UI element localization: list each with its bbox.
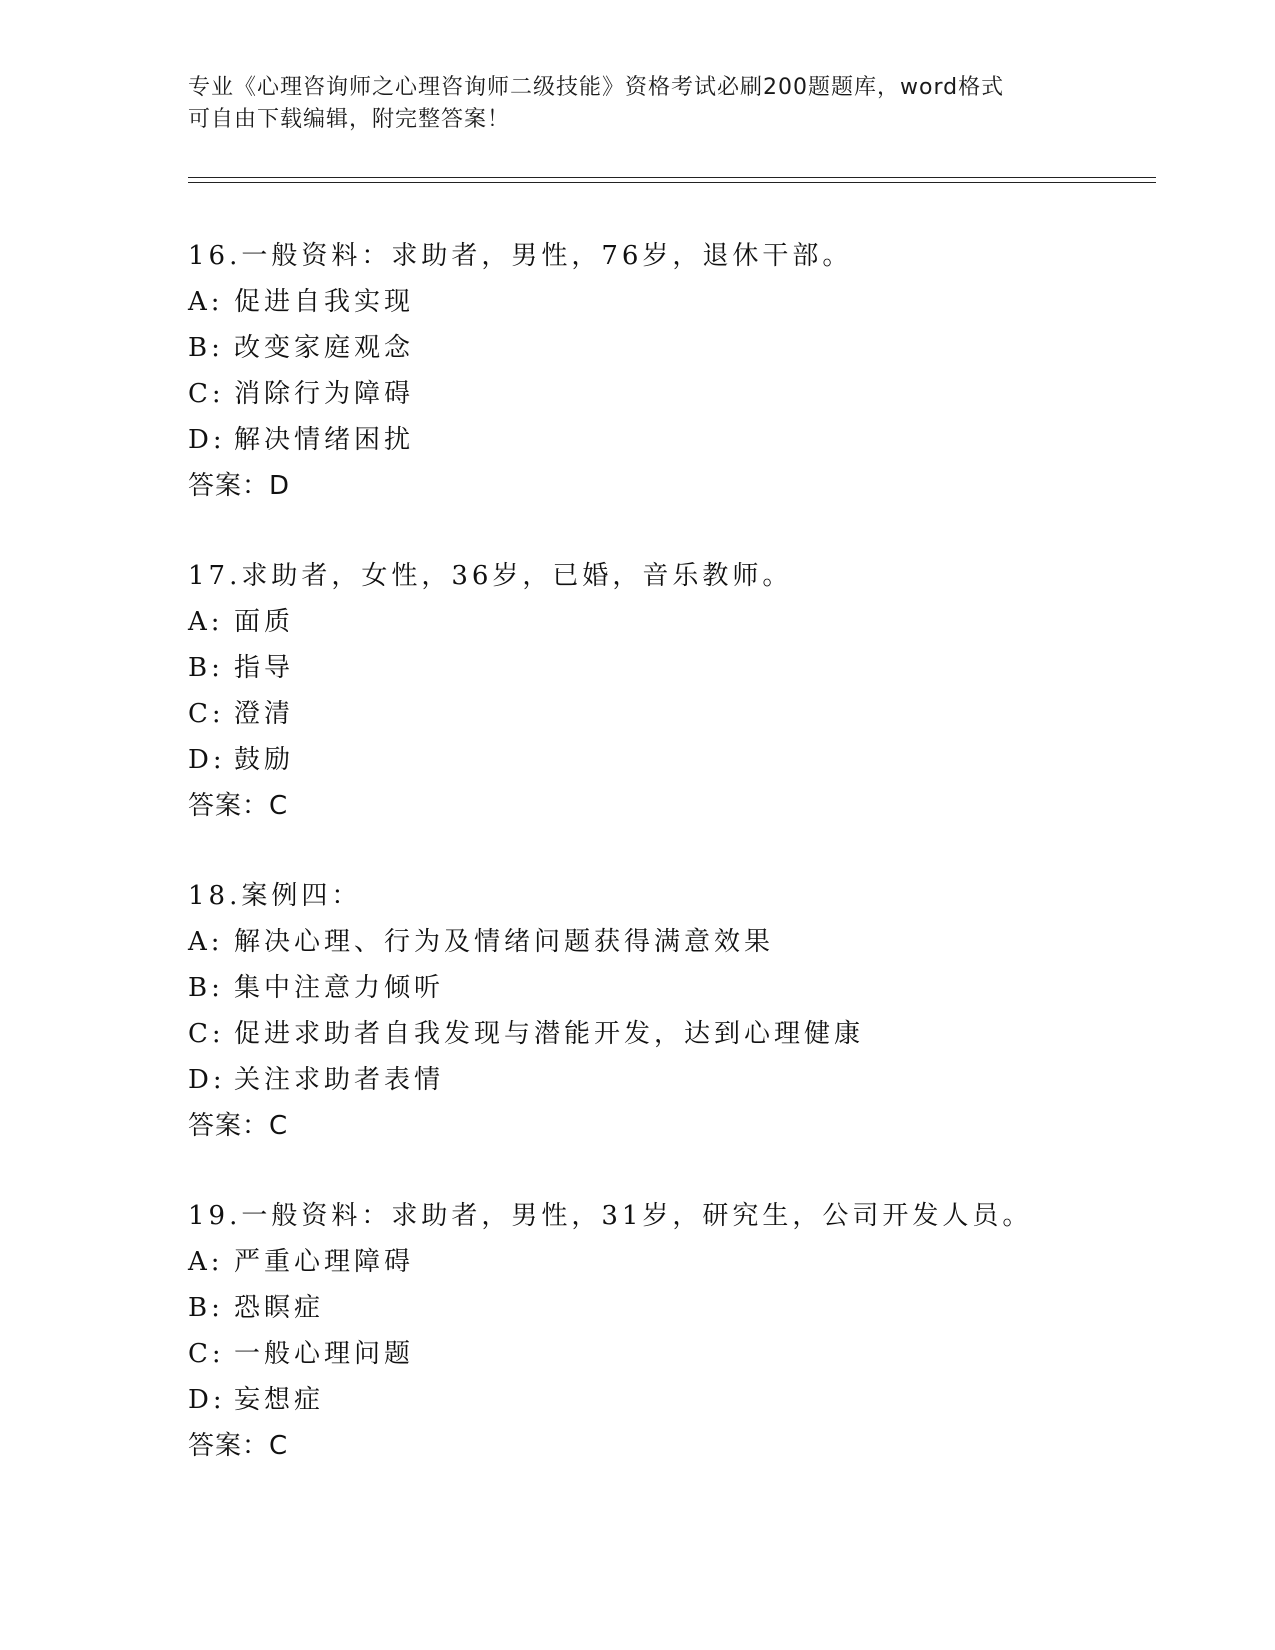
option-d	[188, 1377, 1148, 1423]
option-key: D:	[188, 1385, 226, 1415]
question-16	[188, 233, 1148, 553]
option-text: 妄想症	[234, 1385, 325, 1415]
option-text: 集中注意力倾听	[234, 973, 445, 1003]
option-a	[188, 919, 1148, 965]
option-key: C:	[188, 379, 225, 409]
option-c	[188, 371, 1148, 417]
option-key: A:	[188, 607, 224, 637]
option-key: A:	[188, 287, 224, 317]
option-text: 促进自我实现	[234, 287, 415, 317]
option-b	[188, 325, 1148, 371]
option-text: 鼓励	[234, 745, 295, 775]
option-key: D:	[188, 745, 226, 775]
option-key: C:	[188, 1019, 225, 1049]
option-b	[188, 645, 1148, 691]
question-19	[188, 1193, 1148, 1513]
header-divider-top	[188, 177, 1156, 178]
option-key: B:	[188, 973, 224, 1003]
option-text: 促进求助者自我发现与潜能开发，达到心理健康	[234, 1019, 865, 1049]
answer-line: 答案：C	[188, 791, 289, 821]
option-d	[188, 737, 1148, 783]
option-a	[188, 1239, 1148, 1285]
answer-line: 答案：C	[188, 1431, 289, 1461]
header-line-1: 专业《心理咨询师之心理咨询师二级技能》资格考试必刷200题题库，word格式	[188, 75, 1005, 100]
option-c	[188, 1011, 1148, 1057]
question-stem: 16.一般资料：求助者，男性，76岁，退休干部。	[188, 241, 853, 271]
option-text: 关注求助者表情	[234, 1065, 445, 1095]
option-c	[188, 1331, 1148, 1377]
option-b	[188, 1285, 1148, 1331]
question-stem: 17.求助者，女性，36岁，已婚，音乐教师。	[188, 561, 793, 591]
option-d	[188, 1057, 1148, 1103]
option-d	[188, 417, 1148, 463]
option-key: A:	[188, 1247, 224, 1277]
question-list	[188, 233, 1148, 1513]
option-text: 改变家庭观念	[234, 333, 415, 363]
option-text: 严重心理障碍	[234, 1247, 415, 1277]
option-key: A:	[188, 927, 224, 957]
option-key: D:	[188, 1065, 226, 1095]
option-a	[188, 599, 1148, 645]
question-17	[188, 553, 1148, 873]
question-stem: 19.一般资料：求助者，男性，31岁，研究生，公司开发人员。	[188, 1201, 1033, 1231]
option-text: 一般心理问题	[234, 1339, 415, 1369]
option-b	[188, 965, 1148, 1011]
option-text: 指导	[234, 653, 295, 683]
document-header	[188, 72, 1088, 136]
question-18	[188, 873, 1148, 1193]
option-text: 恐瞑症	[234, 1293, 325, 1323]
option-text: 解决情绪困扰	[234, 425, 415, 455]
option-key: B:	[188, 333, 224, 363]
option-text: 面质	[234, 607, 295, 637]
option-key: D:	[188, 425, 226, 455]
answer-line: 答案：D	[188, 471, 291, 501]
option-key: C:	[188, 699, 225, 729]
option-a	[188, 279, 1148, 325]
option-text: 消除行为障碍	[234, 379, 415, 409]
header-line-2: 可自由下载编辑，附完整答案！	[188, 107, 511, 132]
header-divider-bottom	[188, 182, 1156, 183]
option-text: 澄清	[234, 699, 295, 729]
option-key: C:	[188, 1339, 225, 1369]
option-key: B:	[188, 1293, 224, 1323]
option-key: B:	[188, 653, 224, 683]
option-c	[188, 691, 1148, 737]
option-text: 解决心理、行为及情绪问题获得满意效果	[234, 927, 775, 957]
answer-line: 答案：C	[188, 1111, 289, 1141]
question-stem: 18.案例四：	[188, 881, 362, 911]
